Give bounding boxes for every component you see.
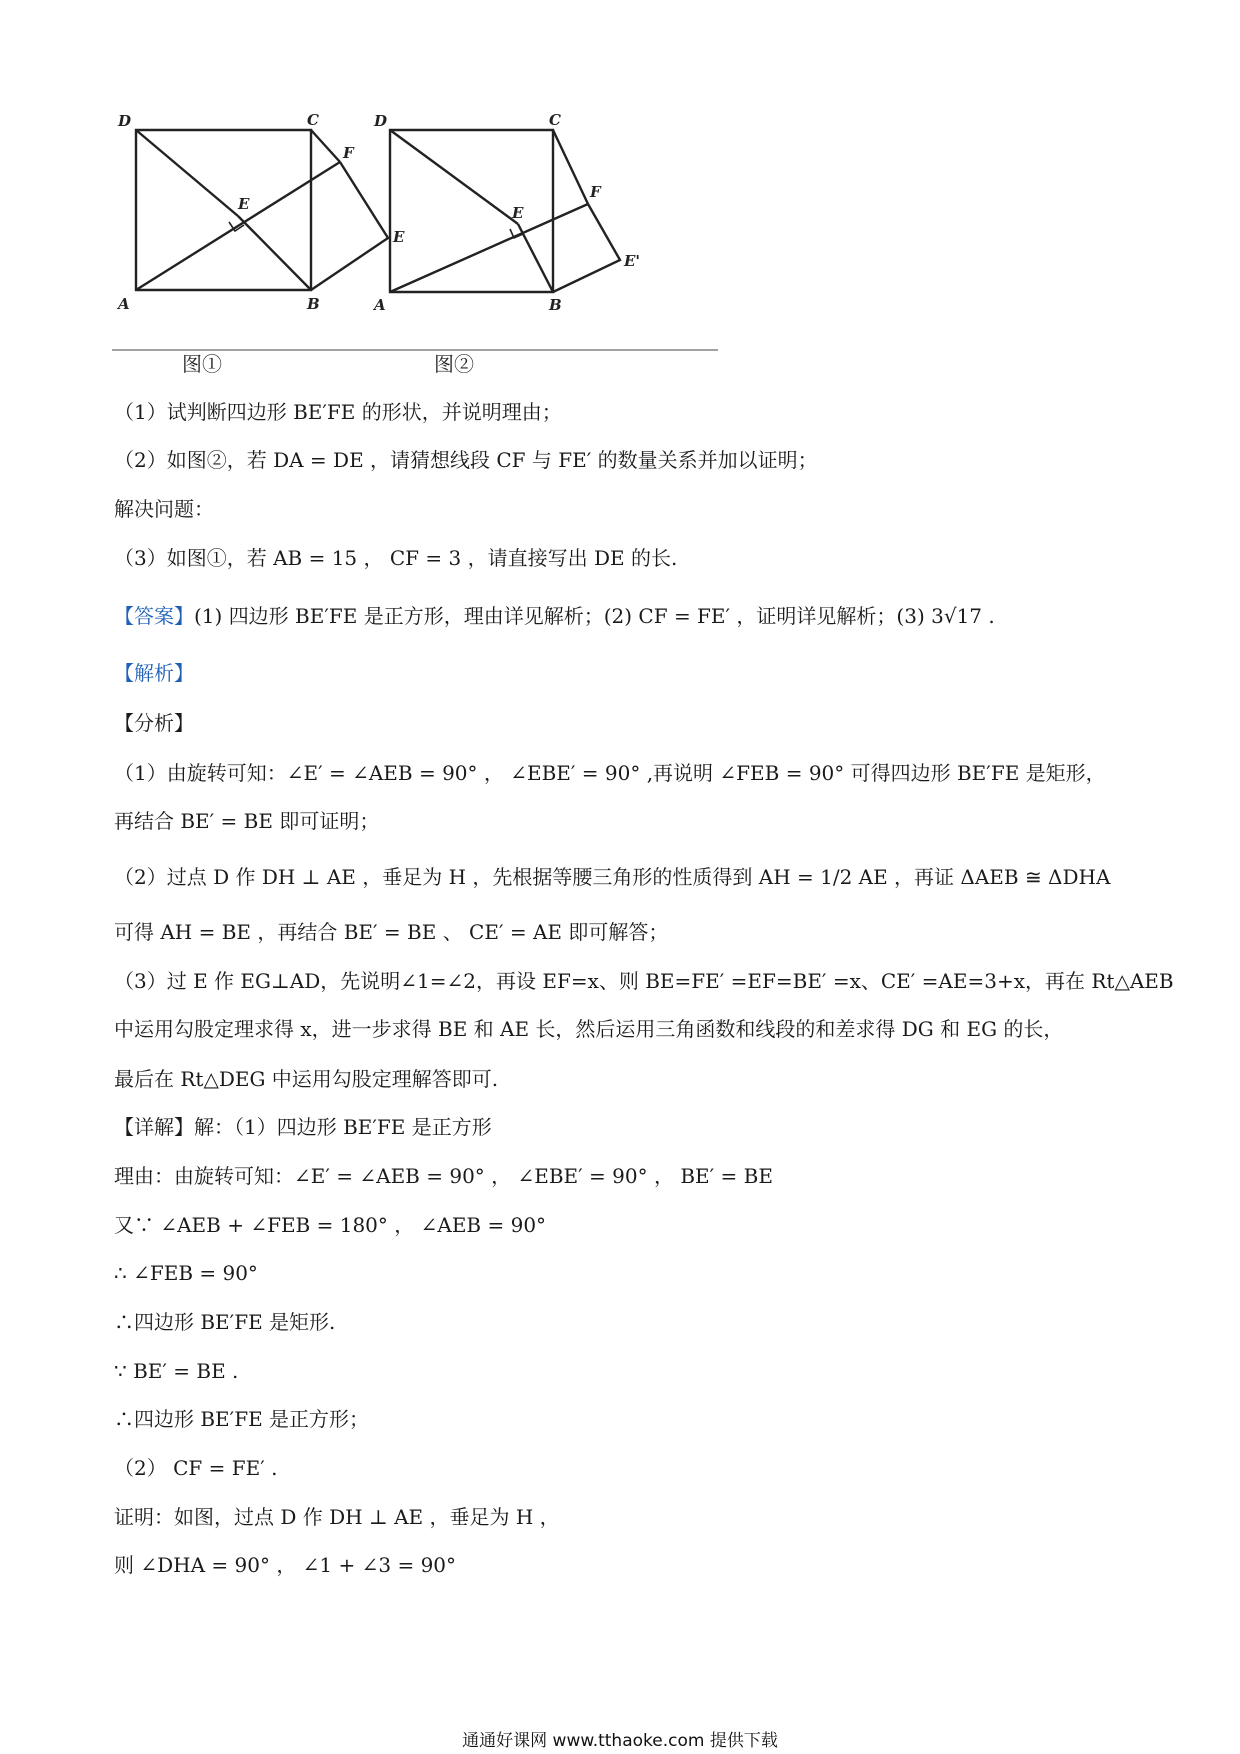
fig2-label-e-prime: E' [624,252,641,270]
solve-heading: 解决问题： [114,497,214,521]
fig2-line-fe2-e2b [553,204,620,292]
fig2-label-d: D [374,112,388,130]
fig1-caption: 图① [182,352,222,376]
analysis-1-line-2: 再结合 BE′ = BE 即可证明； [114,809,380,833]
detail-line-3: 又∵ ∠AEB + ∠FEB = 180° ， ∠AEB = 90° [114,1213,547,1237]
analysis-2-line-1: （2）过点 D 作 DH ⊥ AE ，垂足为 H ，先根据等腰三角形的性质得到 AH = 1/2 AE ，再证 ΔAEB ≅ ΔDHA [114,865,1111,889]
question-1: （1）试判断四边形 BE′FE 的形状，并说明理由； [114,400,562,424]
fig2-line-cf [553,130,588,204]
analysis-3-line-1: （3）过 E 作 EG⊥AD，先说明∠1=∠2，再设 EF=x、则 BE=FE′ =EF=BE′ =x、CE′ =AE=3+x，再在 Rt△AEB [114,969,1174,993]
detail-line-10: 则 ∠DHA = 90° ， ∠1 + ∠3 = 90° [114,1553,457,1577]
fig1-label-d: D [118,112,132,130]
detail-line-1 [114,1112,1130,1142]
fig2-label-c: C [549,111,561,129]
fig1-line-cf [311,130,340,162]
detail-line-6: ∵ BE′ = BE . [114,1359,239,1383]
answer-tag: 【答案】 [114,604,194,628]
fig1-line-af [136,162,340,290]
fig1-label-c: C [307,111,319,129]
fig2-caption: 图② [434,352,474,376]
footer-download-credit: 通通好课网 www.tthaoke.com 提供下载 [462,1731,778,1751]
analysis-tag: 【解析】 [114,661,194,685]
fig2-square [390,130,553,292]
detail-line-8: （2） CF = FE′ . [114,1456,278,1480]
analysis-3-line-3: 最后在 Rt△DEG 中运用勾股定理解答即可. [114,1067,499,1091]
fig2-label-a: A [374,296,386,314]
figure-1 [116,111,405,376]
geometry-figures [112,96,722,386]
fig1-diagonal-de [136,130,238,216]
fig2-label-f: F [590,183,601,201]
detail-text-1: 解：（1）四边形 BE′FE 是正方形 [194,1115,492,1139]
fenxi-tag: 【分析】 [114,711,194,735]
fig1-line-eb [238,216,311,290]
fig2-line-eb [518,224,553,292]
answer-line [114,601,1130,631]
fig2-diagonal-de [390,130,518,224]
detail-line-7: ∴四边形 BE′FE 是正方形； [114,1407,370,1431]
fig1-line-fe2-e2b [311,162,388,290]
detail-line-5: ∴四边形 BE′FE 是矩形. [114,1310,336,1334]
fig1-square [136,130,311,290]
fig2-label-b: B [549,296,562,314]
detail-tag: 【详解】 [114,1115,194,1139]
detail-line-4: ∴ ∠FEB = 90° [114,1261,258,1285]
figures [112,96,722,386]
figure-2 [372,111,640,376]
question-3: （3）如图①，若 AB = 15 ， CF = 3 ，请直接写出 DE 的长. [114,546,678,570]
analysis-3-line-2: 中运用勾股定理求得 x，进一步求得 BE 和 AE 长，然后运用三角函数和线段的和差求得 DG 和 EG 的长， [114,1017,1064,1041]
question-2: （2）如图②，若 DA = DE ，请猜想线段 CF 与 FE′ 的数量关系并加以证明； [114,448,818,472]
fig2-label-e: E [512,204,524,222]
fig2-line-af [390,204,588,292]
fig1-label-e: E [238,195,250,213]
detail-line-9: 证明：如图，过点 D 作 DH ⊥ AE ，垂足为 H ， [114,1505,560,1529]
answer-text: (1) 四边形 BE′FE 是正方形，理由详见解析；(2) CF = FE′ ，证明详见解析；(3) 3√17 . [194,604,995,628]
analysis-1-line-1: （1）由旋转可知：∠E′ = ∠AEB = 90° ， ∠EBE′ = 90° ,再说明 ∠FEB = 90° 可得四边形 BE′FE 是矩形， [114,761,1106,785]
fig1-label-e-prime: E [393,228,405,246]
fig1-label-a: A [118,295,130,313]
analysis-2-line-2: 可得 AH = BE ，再结合 BE′ = BE 、 CE′ = AE 即可解答； [114,920,669,944]
detail-line-2: 理由：由旋转可知：∠E′ = ∠AEB = 90° ， ∠EBE′ = 90° ， BE′ = BE [114,1164,773,1188]
fig1-label-b: B [307,295,320,313]
fig1-label-f: F [343,144,354,162]
